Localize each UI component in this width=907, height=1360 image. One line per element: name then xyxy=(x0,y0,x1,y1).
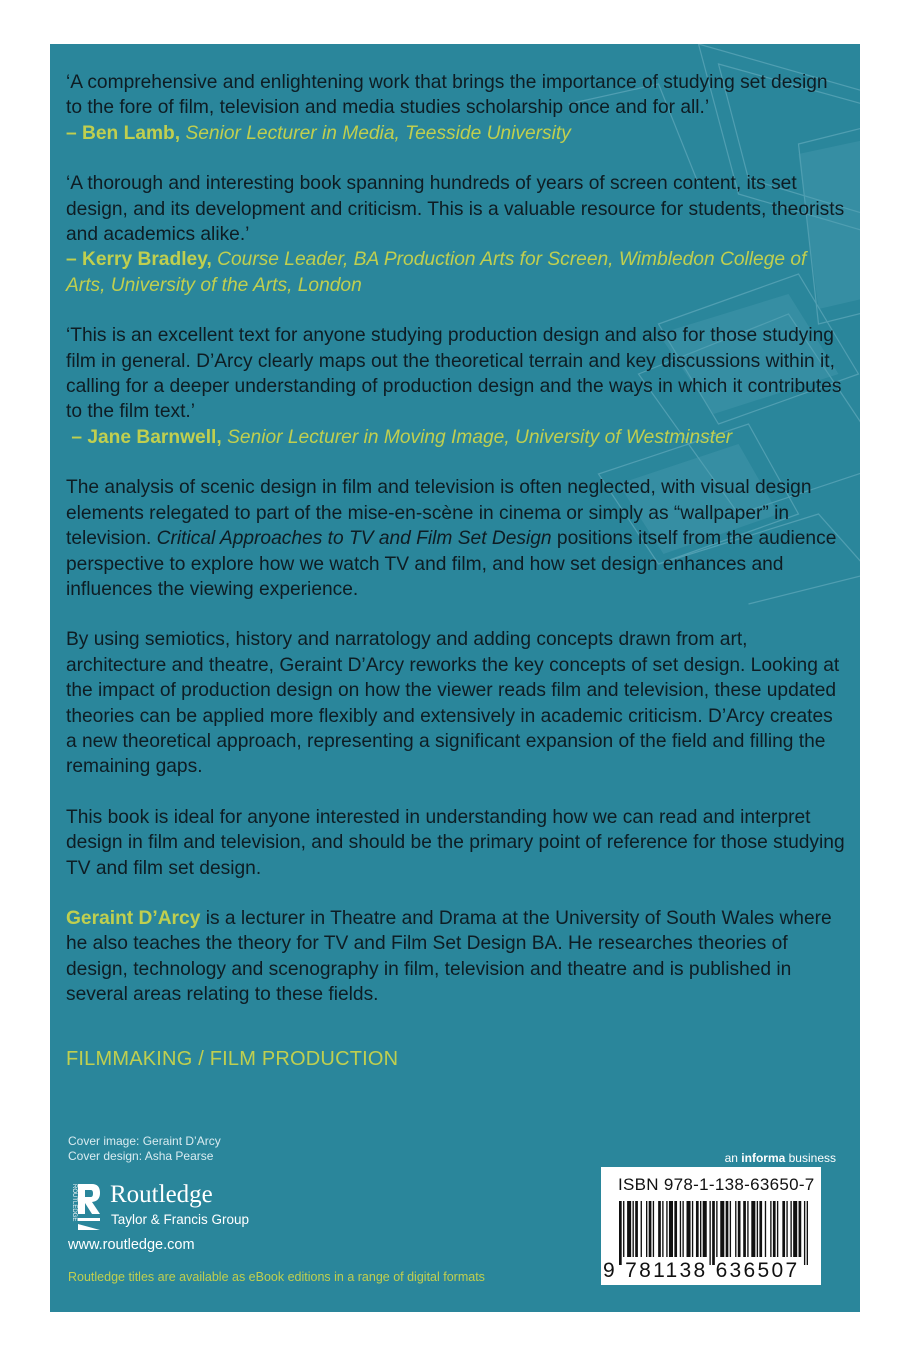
endorser-role: Senior Lecturer in Media, Teesside University xyxy=(185,122,571,144)
cover-text xyxy=(66,70,846,1033)
endorser-name: Kerry Bradley, xyxy=(82,249,212,271)
barcode-bar xyxy=(793,1201,797,1257)
author-bio xyxy=(66,906,846,1008)
barcode-bar xyxy=(743,1201,746,1257)
isbn-barcode xyxy=(601,1167,821,1285)
book-title: Critical Approaches to TV and Film Set Design xyxy=(156,528,552,550)
publisher-logo xyxy=(66,1176,266,1232)
endorsement-quote: ‘A thorough and interesting book spanning hundreds of years of screen content, its set design, and its development and criticism. This is a valuable resource for students, theorists and academics alike.’ xyxy=(66,173,845,246)
informa-suffix: business xyxy=(785,1151,836,1165)
barcode-bars xyxy=(615,1201,811,1265)
barcode-bar xyxy=(700,1201,701,1257)
barcode-bar xyxy=(807,1201,808,1265)
ean-digits: 9 781138 636507 xyxy=(603,1259,800,1282)
cover-credits xyxy=(68,1134,221,1164)
barcode-bar xyxy=(653,1201,654,1257)
barcode-bar xyxy=(658,1201,661,1257)
barcode-bar xyxy=(726,1201,729,1257)
logo-vertical-text: ROUTLEDGE xyxy=(71,1184,77,1222)
endorsement-citation xyxy=(66,121,846,146)
barcode-bar xyxy=(709,1201,710,1265)
description-text: The analysis of scenic design in film and television is often neglected, with visual design elements relegated to part of the mise-en-scène in cinema or simply as “wallpaper” in television. xyxy=(66,477,812,550)
endorsement-quote: ‘This is an excellent text for anyone studying production design and also for those studying film in general. D’Arcy clearly maps out the theoretical terrain and key discussions within it, calling for a deeper understanding of production design and the ways in which it contributes to the film text.’ xyxy=(66,325,842,423)
barcode-bar xyxy=(730,1201,731,1257)
endorsement-citation xyxy=(66,247,846,298)
cover-design-credit: Cover design: Asha Pearse xyxy=(68,1149,214,1163)
description-paragraph: By using semiotics, history and narratology and adding concepts drawn from art, architecture and theatre, Geraint D’Arcy reworks the key concepts of set design. Looking at the impact of production design on how the viewer reads film and television, these updated theories can be applied more flexibly and extensively in academic criticism. D’Arcy creates a new theoretical approach, representing a significant expansion of the field and filling the remaining gaps. xyxy=(66,629,840,778)
barcode-bar xyxy=(692,1201,693,1257)
barcode-bar xyxy=(641,1201,642,1257)
author-name: Geraint D’Arcy xyxy=(66,907,201,929)
publisher-group: Taylor & Francis Group xyxy=(111,1212,250,1227)
barcode-bar xyxy=(759,1201,762,1257)
informa-brand: informa xyxy=(741,1151,786,1165)
informa-prefix: an xyxy=(724,1151,742,1165)
barcode-bar xyxy=(627,1201,631,1257)
description-text: positions itself from the audience perspective to explore how we watch TV and film, and how set design enhances and influences the viewing experience. xyxy=(66,528,837,600)
barcode-bar xyxy=(687,1201,691,1257)
endorsement xyxy=(66,171,846,298)
barcode-bar xyxy=(786,1201,787,1257)
endorsement xyxy=(66,70,846,146)
endorser-name: Ben Lamb, xyxy=(82,122,181,144)
dash: – xyxy=(66,249,83,271)
publisher-website: www.routledge.com xyxy=(68,1237,195,1253)
isbn-label: ISBN 978-1-138-63650-7 xyxy=(618,1175,815,1194)
endorsement xyxy=(66,323,846,450)
cover-image-credit: Cover image: Geraint D’Arcy xyxy=(68,1134,221,1148)
dash: – xyxy=(66,426,88,448)
barcode-bar xyxy=(799,1201,802,1257)
barcode-bar xyxy=(804,1201,805,1265)
barcode-bar xyxy=(680,1201,681,1257)
barcode-bar xyxy=(716,1201,717,1257)
barcode-bar xyxy=(669,1201,673,1257)
subject-category: FILMMAKING / FILM PRODUCTION xyxy=(66,1048,399,1070)
description-paragraph xyxy=(66,475,846,602)
barcode-bar xyxy=(790,1201,791,1257)
informa-business-label xyxy=(725,1151,836,1165)
barcode-bar xyxy=(751,1201,755,1257)
barcode-bar xyxy=(735,1201,736,1257)
barcode-bar xyxy=(666,1201,667,1257)
routledge-r-icon xyxy=(66,1180,102,1232)
barcode-bar xyxy=(619,1201,622,1265)
barcode-bar xyxy=(747,1201,748,1257)
endorser-name: Jane Barnwell, xyxy=(87,426,222,448)
barcode-bar xyxy=(623,1201,624,1257)
endorsement-quote: ‘A comprehensive and enlightening work that brings the importance of studying set design to the fore of film, television and media studies scholarship once and for all.’ xyxy=(66,72,828,119)
dash: – xyxy=(66,122,83,144)
barcode-bar xyxy=(649,1201,652,1257)
barcode-bar xyxy=(777,1201,778,1257)
barcode-bar xyxy=(738,1201,741,1257)
barcode-bar xyxy=(674,1201,677,1257)
ebook-note: Routledge titles are available as eBook editions in a range of digital formats xyxy=(68,1270,485,1284)
barcode-bar xyxy=(720,1201,724,1257)
endorser-role: Course Leader, BA Production Arts for Screen, Wimbledon College of Arts, University of the Arts, London xyxy=(66,249,807,296)
barcode-bar xyxy=(757,1201,758,1257)
endorsement-citation xyxy=(66,425,846,450)
barcode-bar xyxy=(773,1201,776,1257)
barcode-bar xyxy=(770,1201,771,1257)
back-cover-panel xyxy=(50,44,860,1312)
barcode-bar xyxy=(765,1201,766,1257)
barcode-bar xyxy=(696,1201,699,1257)
endorser-role: Senior Lecturer in Moving Image, University of Westminster xyxy=(227,426,733,448)
barcode-bar xyxy=(712,1201,715,1265)
barcode-bar xyxy=(633,1201,634,1257)
barcode-bar xyxy=(635,1201,638,1257)
publisher-name: Routledge xyxy=(110,1181,213,1208)
author-bio-text: is a lecturer in Theatre and Drama at the University of South Wales where he also teaches the theory for TV and Film Set Design BA. He researches theories of design, technology and scenography in film, television and theatre and is published in several areas relating to these fields. xyxy=(66,907,832,1006)
barcode-bar xyxy=(662,1201,663,1257)
barcode-bar xyxy=(646,1201,647,1257)
barcode-bar xyxy=(703,1201,707,1257)
description-paragraph: This book is ideal for anyone interested in understanding how we can read and interpret design in film and television, and should be the primary point of reference for those studying TV and film set design. xyxy=(66,806,845,879)
barcode-bar xyxy=(782,1201,785,1257)
barcode-bar xyxy=(682,1201,683,1257)
